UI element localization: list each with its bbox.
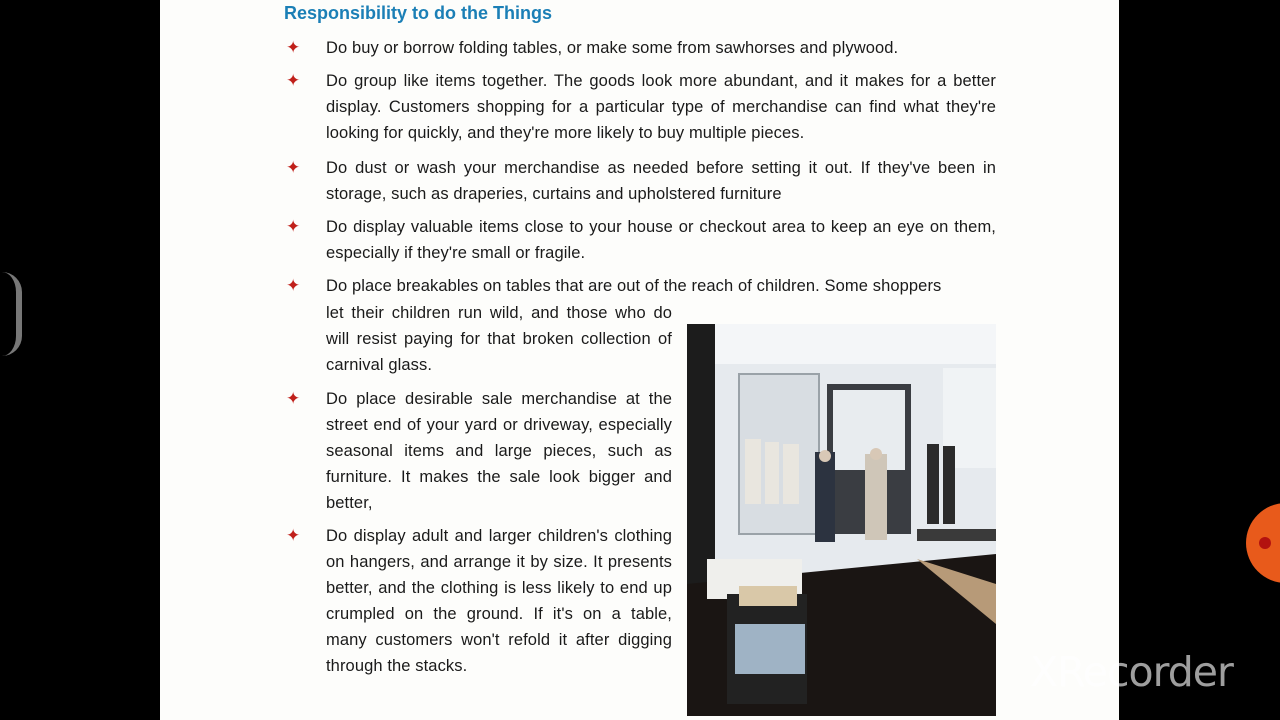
- list-item: Do place breakables on tables that are out of the reach of children. Some shoppers: [326, 277, 942, 295]
- record-dot-icon: [1259, 537, 1271, 549]
- bullet-icon: ✦: [286, 217, 301, 236]
- bullet-icon: ✦: [286, 389, 301, 408]
- side-panel-handle[interactable]: [2, 272, 22, 356]
- bullet-icon: ✦: [286, 71, 301, 90]
- list-item: Do place desirable sale merchandise at the street end of your yard or driveway, especially seasonal items and large pieces, such as furniture. It makes the sale look bigger and better,: [326, 390, 672, 512]
- list-item: Do dust or wash your merchandise as needed before setting it out. If they've been in storage, such as draperies, curtains and upholstered furniture: [326, 159, 996, 203]
- list-item-continuation: let their children run wild, and those who do will resist paying for that broken collection of carnival glass.: [326, 304, 672, 374]
- bullet-icon: ✦: [286, 276, 301, 295]
- list-item: Do display adult and larger children's clothing on hangers, and arrange it by size. It presents better, and the clothing is less likely to end up crumpled on the ground. If it's on a table, many customers won't refold it after digging through the stacks.: [326, 527, 672, 675]
- bullet-icon: ✦: [286, 526, 301, 545]
- record-button[interactable]: [1246, 503, 1280, 583]
- list-item: Do display valuable items close to your house or checkout area to keep an eye on them, especially if they're small or fragile.: [326, 218, 996, 262]
- clothing-store-photo: [687, 324, 996, 716]
- document-page: [160, 0, 1119, 720]
- bullet-icon: ✦: [286, 38, 301, 57]
- list-item: Do buy or borrow folding tables, or make some from sawhorses and plywood.: [326, 39, 899, 57]
- page-heading: Responsibility to do the Things: [284, 3, 552, 23]
- list-item: Do group like items together. The goods look more abundant, and it makes for a better display. Customers shopping for a particular type of merchandise can find what they're looking for quickly, and they're more likely to buy multiple pieces.: [326, 72, 996, 142]
- bullet-icon: ✦: [286, 158, 301, 177]
- recorder-watermark: XRecorder: [1030, 648, 1233, 696]
